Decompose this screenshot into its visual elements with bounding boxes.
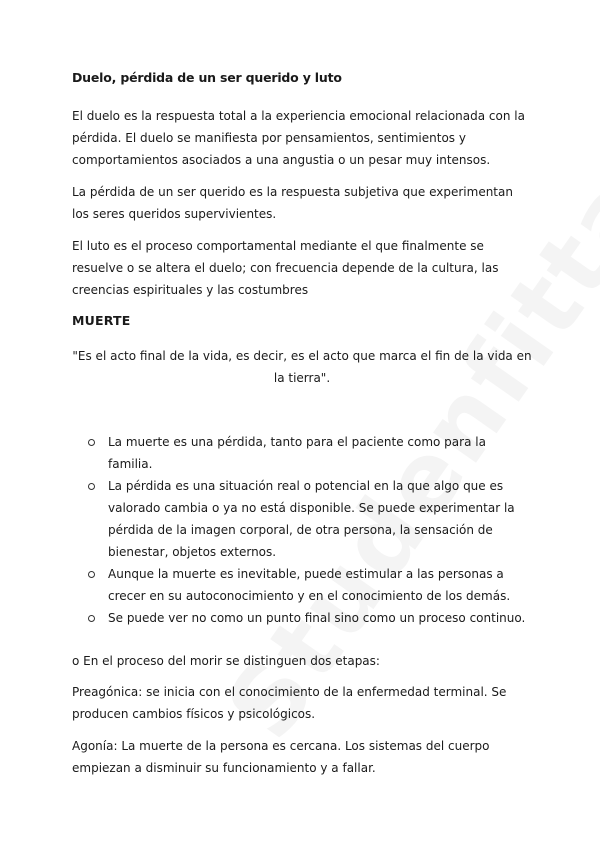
- bullet-list: [72, 431, 532, 629]
- page-title: Duelo, pérdida de un ser querido y luto: [72, 70, 342, 85]
- circle-bullet-icon: [88, 571, 95, 578]
- stage-preagonica: Preagónica: se inicia con el conocimiento de la enfermedad terminal. Se producen cambios físicos y psicológicos.: [72, 685, 507, 721]
- circle-bullet-icon: [88, 439, 95, 446]
- list-item-text: Se puede ver no como un punto final sino como un proceso continuo.: [108, 611, 526, 625]
- list-item: [72, 475, 532, 563]
- paragraph-perdida: La pérdida de un ser querido es la respuesta subjetiva que experimentan los seres queridos supervivientes.: [72, 185, 513, 221]
- list-item-text: Aunque la muerte es inevitable, puede estimular a las personas a crecer en su autoconocimiento y en el conocimiento de los demás.: [108, 567, 511, 603]
- paragraph-luto: El luto es el proceso comportamental mediante el que finalmente se resuelve o se altera el duelo; con frecuencia depende de la cultura, las creencias espirituales y las costumbres: [72, 239, 499, 297]
- circle-bullet-icon: [88, 615, 95, 622]
- list-item: [72, 607, 532, 629]
- stages-intro: o En el proceso del morir se distinguen dos etapas:: [72, 654, 380, 668]
- paragraph-duelo: El duelo es la respuesta total a la experiencia emocional relacionada con la pérdida. El duelo se manifiesta por pensamientos, sentimientos y comportamientos asociados a una angustia o un pesar muy intensos.: [72, 109, 525, 167]
- circle-bullet-icon: [88, 483, 95, 490]
- list-item: [72, 563, 532, 607]
- list-item-text: La pérdida es una situación real o potencial en la que algo que es valorado cambia o ya no está disponible. Se puede experimentar la pérdida de la imagen corporal, de otra persona, la sensación de bienestar, objetos externos.: [108, 479, 515, 559]
- list-item: [72, 431, 532, 475]
- quote: "Es el acto final de la vida, es decir, es el acto que marca el fin de la vida en la tierra".: [72, 349, 532, 385]
- section-heading-muerte: MUERTE: [72, 313, 131, 328]
- list-item-text: La muerte es una pérdida, tanto para el paciente como para la familia.: [108, 435, 486, 471]
- stage-agonia: Agonía: La muerte de la persona es cercana. Los sistemas del cuerpo empiezan a disminuir su funcionamiento y a fallar.: [72, 739, 490, 775]
